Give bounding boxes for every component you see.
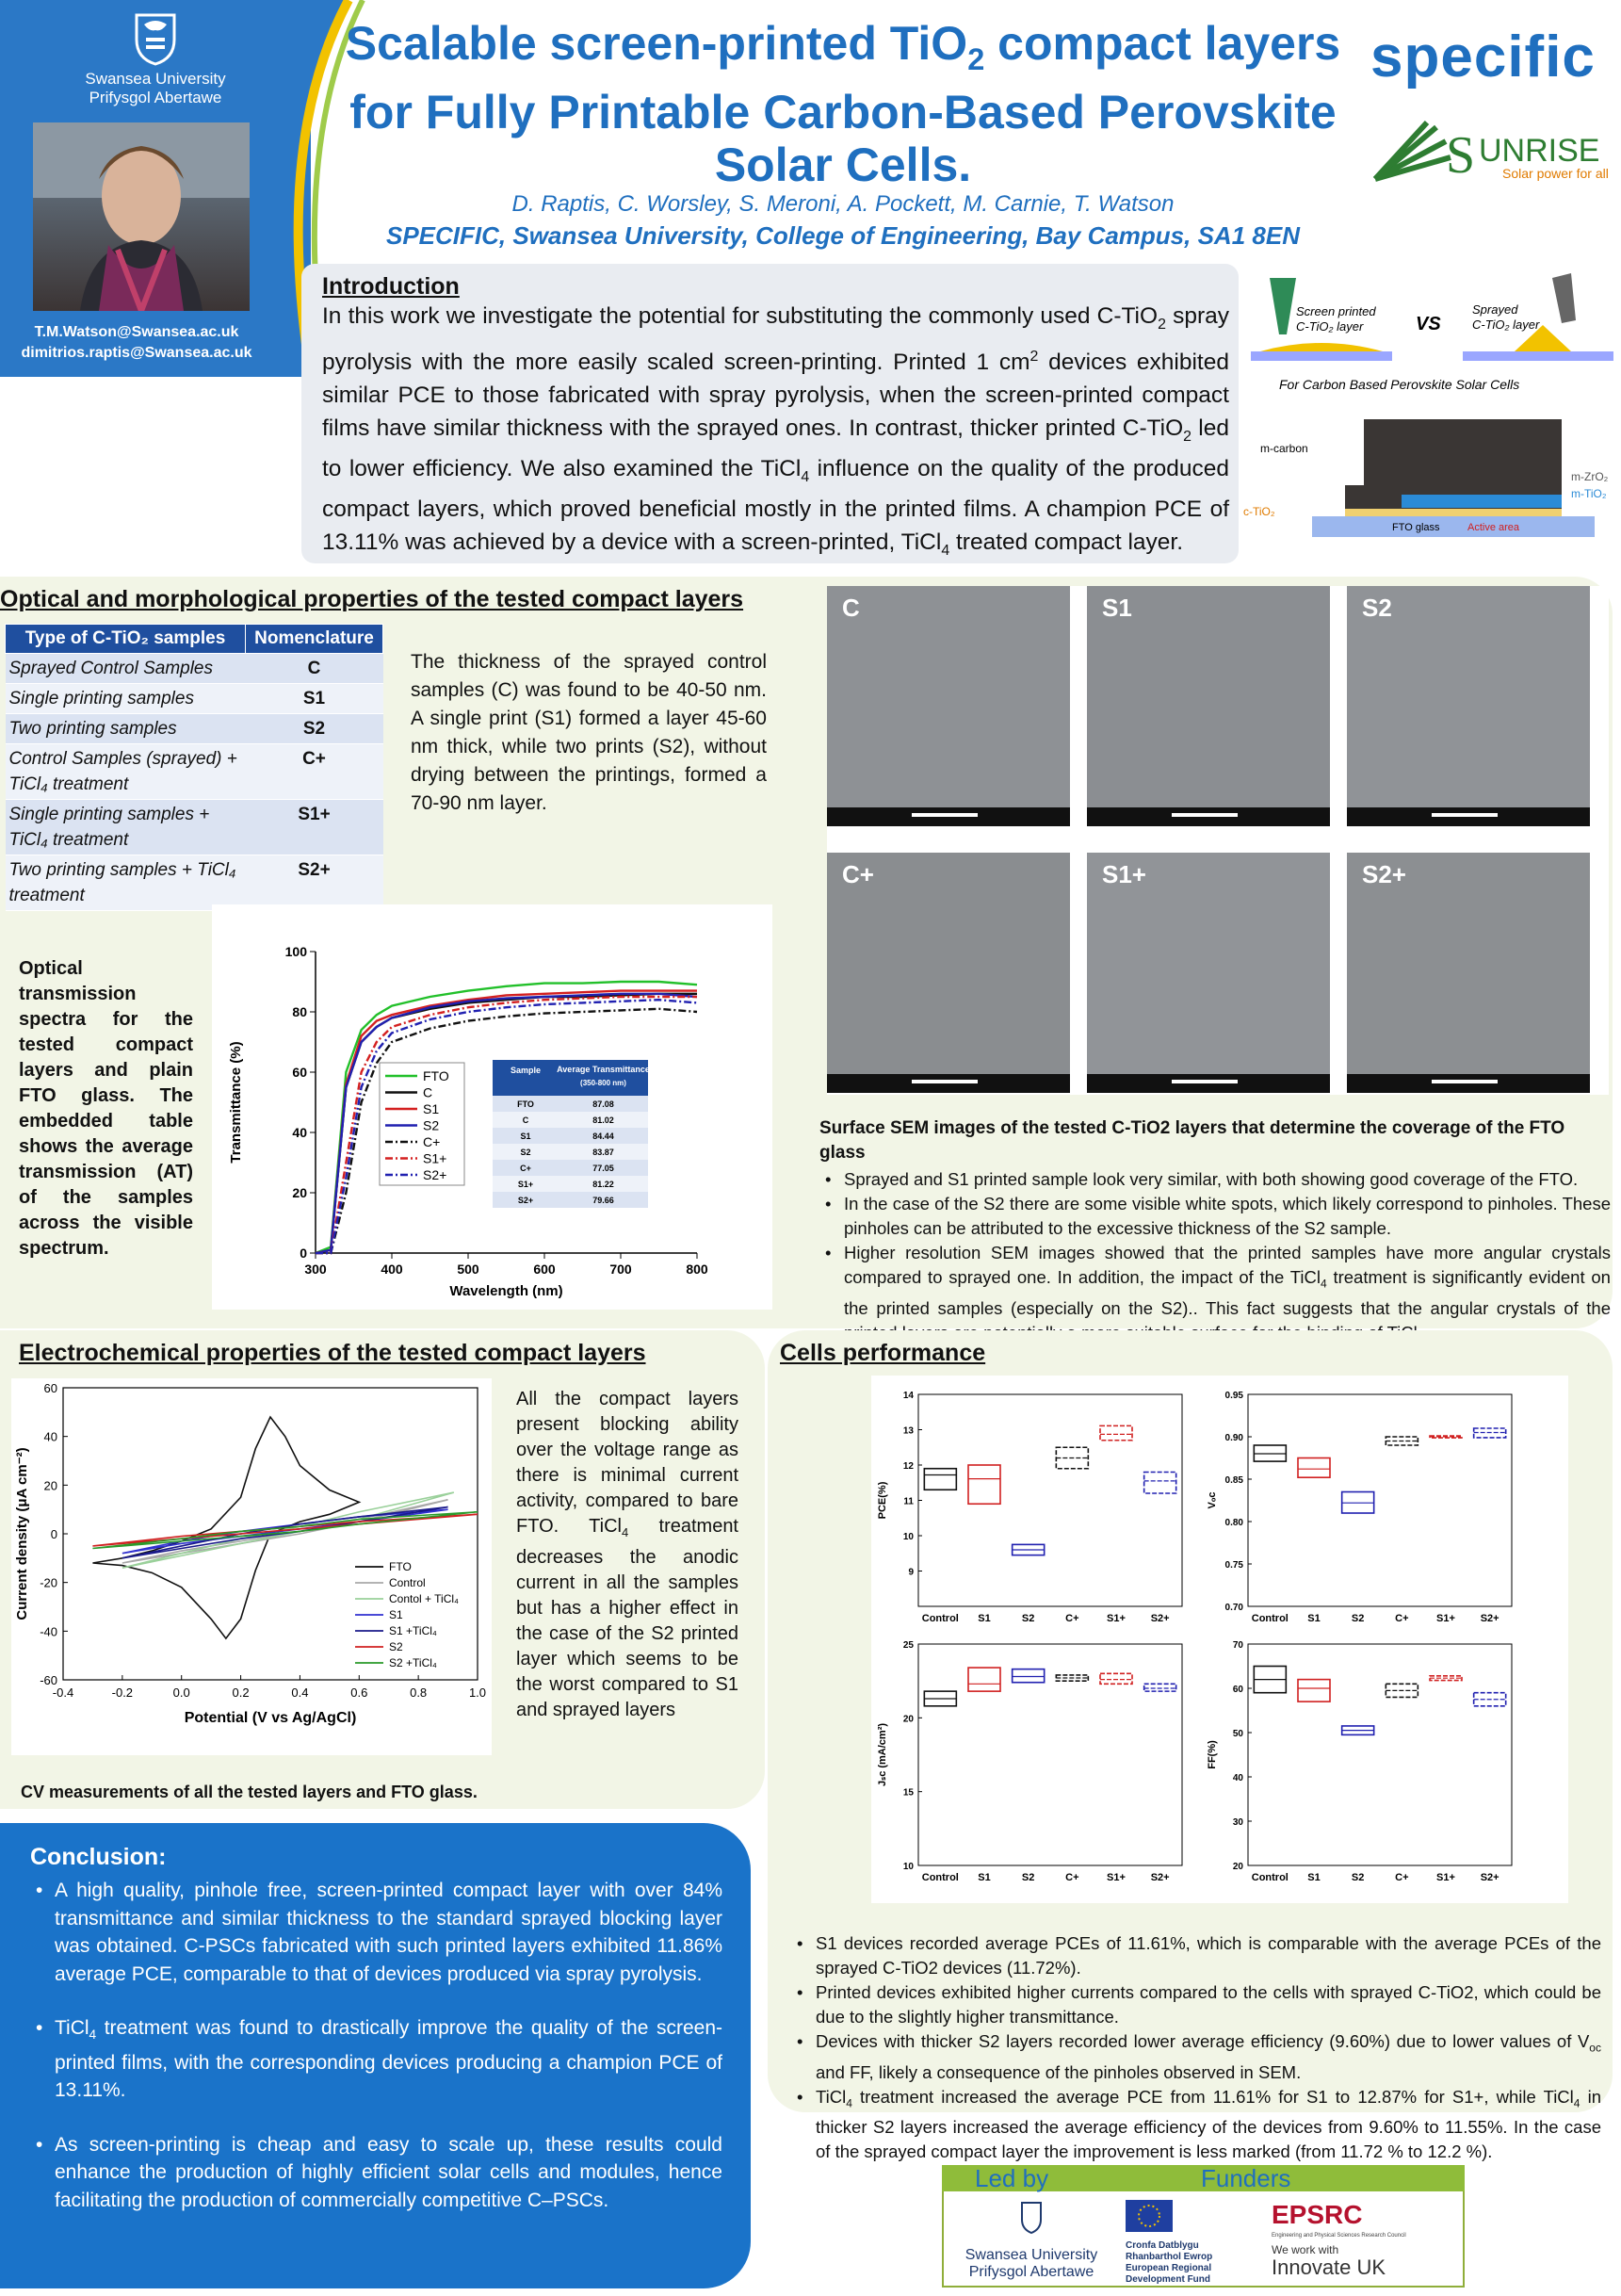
svg-text:UNRISE: UNRISE bbox=[1479, 133, 1600, 169]
svg-text:m-TiO₂: m-TiO₂ bbox=[1571, 487, 1607, 500]
sunrise-rays-icon bbox=[1375, 122, 1451, 179]
svg-text:Engineering and Physical Scien: Engineering and Physical Sciences Research Council bbox=[1272, 2233, 1406, 2239]
box-s1 bbox=[1298, 1458, 1330, 1478]
embedded-table-cell: 81.02 bbox=[592, 1115, 614, 1125]
x-tick-label: S1 bbox=[1307, 1872, 1321, 1883]
sem-image-label: S2 bbox=[1362, 594, 1392, 622]
x-tick-label: S2 bbox=[1351, 1613, 1365, 1624]
sem-image bbox=[1347, 586, 1590, 826]
table-cell: S2+ bbox=[246, 855, 383, 911]
legend-label: FTO bbox=[389, 1560, 412, 1573]
author-photo bbox=[33, 122, 250, 311]
legend-label: S2 bbox=[389, 1640, 403, 1653]
box-panel-frame bbox=[918, 1394, 1182, 1606]
legend-label: FTO bbox=[423, 1068, 449, 1083]
x-tick-label: 600 bbox=[533, 1262, 556, 1277]
svg-text:Prifysgol Abertawe: Prifysgol Abertawe bbox=[968, 2264, 1094, 2280]
list-item: • Printed devices exhibited higher currents compared to the cells with sprayed C-TiO2, which could be due to the slightly higher transmittance. bbox=[791, 1980, 1601, 2029]
y-tick-label: 50 bbox=[1232, 1729, 1243, 1739]
sem-image-label: S1 bbox=[1102, 594, 1132, 622]
y-tick-label: 20 bbox=[1232, 1862, 1243, 1872]
legend-label: Contol + TiCl₄ bbox=[389, 1592, 459, 1605]
embedded-table-row bbox=[493, 1144, 648, 1160]
x-tick-label: C+ bbox=[1065, 1613, 1079, 1624]
y-tick-label: 15 bbox=[902, 1787, 914, 1799]
table-cell: Two printing samples bbox=[6, 714, 246, 744]
y-tick-label: 80 bbox=[292, 1004, 307, 1019]
y-tick-label: 12 bbox=[902, 1461, 914, 1472]
box-s1 bbox=[968, 1465, 1000, 1504]
svg-text:m-carbon: m-carbon bbox=[1260, 442, 1308, 455]
svg-text:For Carbon Based Perovskite So: For Carbon Based Perovskite Solar Cells bbox=[1279, 377, 1520, 392]
epsrc-innovate-logo bbox=[1267, 2195, 1460, 2285]
box-panel-frame bbox=[1248, 1394, 1512, 1606]
sem-image bbox=[827, 853, 1070, 1093]
introduction-text: In this work we investigate the potential for substituting the commonly used C-TiO$_2$ spray pyrolysis with the more easily scaled screen-printing. Printed 1 $cm^2$ devices exhibited similar PCE to those fabricated with spray pyrolysis, when the screen-printed compact films have similar thickness with the sprayed ones. In contrast, thicker printed C-TiO$_2$ led to lower efficiency. We also examined the TiCl$_4$ influence on the quality of the produced compact layers, which proved beneficial mostly in the printed films. A champion PCE of 13.11% was achieved by a device with a screen-printed, TiCl$_4$ treated compact layer. bbox=[322, 303, 1229, 559]
list-item: • TiCl$_4$ treatment increased the average PCE from 11.61% for S1 to 12.87% for S1+, while TiCl$_4$ in thicker S2 layers increased the average efficiency of the devices from 9.60% to 11.55%. In the case of the sprayed compact layer the improvement is less marked (from 11.72 % to 12.2 %). bbox=[791, 2085, 1601, 2165]
x-tick-label: Control bbox=[1251, 1613, 1289, 1624]
introduction-heading: Introduction bbox=[322, 273, 460, 300]
x-tick-label: Control bbox=[1251, 1872, 1289, 1883]
conclusion-box bbox=[0, 1823, 751, 2288]
embedded-table-cell: 87.08 bbox=[592, 1099, 614, 1109]
y-tick-label: 0.80 bbox=[1224, 1518, 1243, 1528]
x-tick-label: S2+ bbox=[1150, 1613, 1170, 1624]
x-tick-label: S2+ bbox=[1480, 1872, 1499, 1883]
svg-text:EPSRC: EPSRC bbox=[1272, 2200, 1363, 2229]
embedded-table-row bbox=[493, 1176, 648, 1192]
embedded-table-cell: S2 bbox=[520, 1148, 531, 1157]
table-cell: C bbox=[246, 654, 383, 684]
x-axis-label: Wavelength (nm) bbox=[449, 1283, 563, 1299]
embedded-table-header-cell: (350-800 nm) bbox=[580, 1079, 626, 1087]
sem-image bbox=[1087, 586, 1330, 826]
y-tick-label: 60 bbox=[292, 1065, 307, 1080]
x-tick-label: S2 bbox=[1021, 1872, 1035, 1883]
y-tick-label: 0 bbox=[300, 1246, 307, 1261]
embedded-table-row bbox=[493, 1128, 648, 1144]
transmittance-chart bbox=[212, 904, 772, 1310]
y-tick-label: 11 bbox=[903, 1496, 914, 1507]
svg-text:Cronfa Datblygu: Cronfa Datblygu bbox=[1126, 2240, 1199, 2251]
column-header-nomenclature: Nomenclature bbox=[246, 625, 383, 654]
sem-image bbox=[1087, 853, 1330, 1093]
box-s1-plus bbox=[1100, 1425, 1132, 1440]
list-item: • S1 devices recorded average PCEs of 11.61%, which is comparable with the average PCEs of the sprayed C-TiO2 devices (11.72%). bbox=[791, 1931, 1601, 1980]
y-tick-label: -20 bbox=[40, 1575, 57, 1590]
x-tick-label: S1+ bbox=[1436, 1613, 1455, 1624]
table-cell: Two printing samples + TiCl₄ treatment bbox=[6, 855, 246, 911]
x-tick-label: 500 bbox=[457, 1262, 479, 1277]
legend-label: C+ bbox=[423, 1134, 441, 1149]
legend-label: S1+ bbox=[423, 1150, 447, 1166]
embedded-table-row bbox=[493, 1192, 648, 1208]
y-tick-label: 60 bbox=[43, 1381, 57, 1395]
x-axis-label: Potential (V vs Ag/AgCl) bbox=[184, 1710, 357, 1726]
cells-section-title: Cells performance bbox=[780, 1340, 986, 1366]
legend-label: S1 +TiCl₄ bbox=[389, 1624, 437, 1637]
cells-findings bbox=[791, 1931, 1601, 2164]
box-control bbox=[924, 1469, 956, 1490]
legend-label: S1 bbox=[389, 1608, 403, 1621]
y-tick-label: 60 bbox=[1232, 1685, 1243, 1695]
sem-caption bbox=[819, 1116, 1611, 1351]
x-tick-label: 0.8 bbox=[410, 1685, 428, 1700]
swansea-university-logo bbox=[52, 11, 259, 107]
table-row bbox=[6, 855, 383, 911]
table-cell: S2 bbox=[246, 714, 383, 744]
svg-text:Swansea University: Swansea University bbox=[964, 2247, 1098, 2263]
poster-title: Scalable screen-printed TiO$_2$ compact layers for Fully Printable Carbon-Based Perovskite Solar Cells. bbox=[345, 17, 1341, 191]
x-tick-label: S2 bbox=[1351, 1872, 1365, 1883]
box-s1 bbox=[1298, 1680, 1330, 1702]
x-tick-label: C+ bbox=[1395, 1613, 1409, 1624]
box-s2-plus bbox=[1144, 1473, 1176, 1494]
x-tick-label: -0.2 bbox=[111, 1685, 134, 1700]
box-s1 bbox=[968, 1668, 1000, 1691]
y-tick-label: 20 bbox=[902, 1714, 914, 1725]
cv-chart bbox=[11, 1378, 492, 1755]
funders-label: Funders bbox=[1201, 2164, 1291, 2192]
sample-nomenclature-table bbox=[5, 624, 383, 911]
svg-text:Solar power for all: Solar power for all bbox=[1502, 166, 1609, 181]
x-tick-label: S1 bbox=[978, 1613, 991, 1624]
x-tick-label: C+ bbox=[1065, 1872, 1079, 1883]
y-tick-label: 20 bbox=[292, 1185, 307, 1200]
box-panel-frame bbox=[1248, 1644, 1512, 1865]
y-tick-label: 40 bbox=[43, 1429, 57, 1444]
svg-text:c-TiO₂: c-TiO₂ bbox=[1243, 505, 1275, 518]
sem-image-label: C bbox=[842, 594, 860, 622]
eu-erdf-logo bbox=[1116, 2195, 1267, 2285]
electrochem-section-title: Electrochemical properties of the tested compact layers bbox=[19, 1340, 646, 1366]
y-tick-label: 0.70 bbox=[1224, 1603, 1243, 1613]
box-s1-plus bbox=[1100, 1673, 1132, 1684]
y-tick-label: 14 bbox=[902, 1391, 914, 1401]
embedded-table-cell: S1+ bbox=[517, 1180, 534, 1189]
y-tick-label: 0.95 bbox=[1224, 1391, 1243, 1401]
embedded-table-row bbox=[493, 1112, 648, 1128]
introduction-box bbox=[301, 264, 1239, 563]
list-item: • Devices with thicker S2 layers recorded lower average efficiency (9.60%) due to lower values of $V_{oc}$ and FF, likely a consequence of the pinholes observed in SEM. bbox=[791, 2029, 1601, 2085]
affiliation: SPECIFIC, Swansea University, College of Engineering, Bay Campus, SA1 8EN bbox=[386, 221, 1300, 250]
x-tick-label: S1 bbox=[978, 1872, 991, 1883]
y-tick-label: 0.75 bbox=[1224, 1560, 1243, 1571]
table-row bbox=[6, 744, 383, 800]
sem-caption-heading: Surface SEM images of the tested C-TiO2 layers that determine the coverage of the FTO glass bbox=[819, 1118, 1565, 1163]
box-s2 bbox=[1013, 1669, 1045, 1683]
y-tick-label: 30 bbox=[1232, 1817, 1243, 1828]
y-tick-label: 0.90 bbox=[1224, 1433, 1243, 1443]
y-tick-label: 25 bbox=[902, 1640, 914, 1651]
svg-text:Sprayed: Sprayed bbox=[1472, 302, 1518, 317]
x-tick-label: 0.6 bbox=[350, 1685, 368, 1700]
x-tick-label: S1 bbox=[1307, 1613, 1321, 1624]
transmission-caption: Optical transmission spectra for the tested compact layers and plain FTO glass. The embedded table shows the average transmission (AT) of the samples across the visible spectrum. bbox=[19, 958, 193, 1259]
embedded-table-cell: 84.44 bbox=[592, 1132, 614, 1141]
list-item: • TiCl$_4$ treatment was found to drastically improve the quality of the screen-printed films, with the corresponding devices producing a champion PCE of 13.11%. bbox=[30, 2014, 722, 2105]
x-tick-label: S1+ bbox=[1107, 1613, 1126, 1624]
embedded-table-row bbox=[493, 1160, 648, 1176]
y-axis-label: PCE(%) bbox=[877, 1481, 888, 1520]
svg-text:Active area: Active area bbox=[1467, 522, 1520, 533]
y-axis-label: Current density (μA cm⁻²) bbox=[14, 1447, 30, 1620]
svg-text:Development Fund: Development Fund bbox=[1126, 2274, 1211, 2285]
y-tick-label: 20 bbox=[43, 1478, 57, 1493]
specific-logo: specific bbox=[1370, 24, 1596, 90]
svg-text:Innovate UK: Innovate UK bbox=[1272, 2255, 1386, 2279]
embedded-table-cell: S2+ bbox=[517, 1196, 534, 1205]
svg-text:We work with: We work with bbox=[1272, 2243, 1339, 2256]
optical-section-title: Optical and morphological properties of the tested compact layers bbox=[0, 586, 744, 612]
device-architecture-figure bbox=[1241, 269, 1618, 561]
x-tick-label: S1+ bbox=[1436, 1872, 1455, 1883]
table-cell: S1 bbox=[246, 684, 383, 714]
table-row bbox=[6, 714, 383, 744]
list-item: • As screen-printing is cheap and easy to scale up, these results could enhance the production of highly efficient solar cells and modules, hence facilitating the production of commercially competitive C–PSCs. bbox=[30, 2131, 722, 2215]
y-tick-label: 9 bbox=[908, 1567, 914, 1578]
embedded-table-cell: S1 bbox=[520, 1132, 531, 1141]
sem-images-grid bbox=[827, 586, 1609, 1095]
table-cell: C+ bbox=[246, 744, 383, 800]
sem-image bbox=[1347, 853, 1590, 1093]
scale-bar bbox=[1087, 807, 1330, 826]
box-s2-plus bbox=[1144, 1684, 1176, 1691]
svg-text:VS: VS bbox=[1416, 314, 1441, 334]
cv-caption: CV measurements of all the tested layers and FTO glass. bbox=[21, 1783, 478, 1801]
x-tick-label: 800 bbox=[686, 1262, 708, 1277]
x-tick-label: 0.2 bbox=[232, 1685, 250, 1700]
embedded-table-header-cell: Sample bbox=[510, 1066, 542, 1075]
table-cell: Single printing samples bbox=[6, 684, 246, 714]
embedded-table-cell: C+ bbox=[520, 1164, 531, 1173]
list-item: • In the case of the S2 there are some visible white spots, which likely correspond to pinholes. These pinholes can be attributed to the excessive thickness of the S2 sample. bbox=[819, 1192, 1611, 1241]
y-tick-label: 40 bbox=[1232, 1773, 1243, 1783]
column-header-type: Type of C-TiO₂ samples bbox=[6, 625, 246, 654]
y-tick-label: -40 bbox=[40, 1624, 57, 1639]
embedded-table-row bbox=[493, 1096, 648, 1112]
y-axis-label: Jₛc (mA/cm²) bbox=[877, 1722, 888, 1787]
list-item: • Sprayed and S1 printed sample look very similar, with both showing good coverage of the FTO. bbox=[819, 1167, 1611, 1192]
svg-text:Screen printed: Screen printed bbox=[1296, 304, 1376, 318]
embedded-table-cell: 81.22 bbox=[592, 1180, 614, 1189]
box-panel-frame bbox=[918, 1644, 1182, 1865]
email-link[interactable]: dimitrios.raptis@Swansea.ac.uk bbox=[21, 345, 252, 361]
legend-label: Control bbox=[389, 1576, 426, 1589]
svg-text:Rhanbarthol Ewrop: Rhanbarthol Ewrop bbox=[1126, 2252, 1213, 2262]
scale-bar bbox=[827, 807, 1070, 826]
table-row bbox=[6, 800, 383, 855]
scale-bar bbox=[1347, 1074, 1590, 1093]
legend-label: C bbox=[423, 1084, 433, 1100]
sunrise-logo bbox=[1370, 118, 1615, 184]
legend-label: S2 bbox=[423, 1117, 440, 1133]
list-item: • A high quality, pinhole free, screen-printed compact layer with over 84% transmittance and similar thickness to the standard sprayed blocking layer was obtained. C-PSCs fabricated with such printed layers exhibited 11.86% average PCE, comparable to that of devices produced via spray pyrolysis. bbox=[30, 1877, 722, 1988]
embedded-table-cell: FTO bbox=[517, 1099, 534, 1109]
y-tick-label: 70 bbox=[1232, 1640, 1243, 1651]
legend-label: S1 bbox=[423, 1101, 440, 1116]
y-axis-label: Transmittance (%) bbox=[228, 1041, 244, 1164]
table-cell: Sprayed Control Samples bbox=[6, 654, 246, 684]
contact-emails bbox=[9, 322, 264, 364]
sem-image-label: S2+ bbox=[1362, 860, 1406, 888]
x-tick-label: S2+ bbox=[1480, 1613, 1499, 1624]
cells-boxplot-chart bbox=[871, 1376, 1568, 1903]
embedded-table-cell: 77.05 bbox=[592, 1164, 614, 1173]
conclusion-heading: Conclusion: bbox=[30, 1844, 167, 1870]
electrochem-description: All the compact layers present blocking ability over the voltage range as there is minimal current activity, compared to bare FTO. TiCl$_4$ treatment decreases the anodic current in all the samples but has a higher effect in the case of the S2 printed layer which seems to be the worst compared to S1 and sprayed layers bbox=[516, 1389, 738, 1720]
x-tick-label: Control bbox=[921, 1872, 959, 1883]
svg-text:S: S bbox=[1446, 126, 1476, 184]
sem-image-label: S1+ bbox=[1102, 860, 1146, 888]
table-cell: Single printing samples + TiCl₄ treatment bbox=[6, 800, 246, 855]
x-tick-label: 0.4 bbox=[291, 1685, 309, 1700]
x-tick-label: 700 bbox=[609, 1262, 632, 1277]
x-tick-label: 400 bbox=[381, 1262, 403, 1277]
table-cell: S1+ bbox=[246, 800, 383, 855]
y-tick-label: -60 bbox=[40, 1673, 57, 1687]
legend-box bbox=[380, 1063, 464, 1185]
table-row bbox=[6, 684, 383, 714]
embedded-table-header-cell: Average Transmittance bbox=[557, 1065, 650, 1074]
x-tick-label: 0.0 bbox=[172, 1685, 190, 1700]
legend-label: S2 +TiCl₄ bbox=[389, 1656, 437, 1669]
y-tick-label: 13 bbox=[902, 1425, 914, 1437]
svg-text:C-TiO₂ layer: C-TiO₂ layer bbox=[1472, 318, 1540, 332]
x-tick-label: C+ bbox=[1395, 1872, 1409, 1883]
embedded-table-cell: 79.66 bbox=[592, 1196, 614, 1205]
y-tick-label: 10 bbox=[902, 1862, 914, 1872]
svg-text:C-TiO₂ layer: C-TiO₂ layer bbox=[1296, 319, 1364, 334]
y-axis-label: Vₒc bbox=[1207, 1491, 1218, 1509]
university-crest-icon bbox=[133, 11, 178, 66]
y-tick-label: 0.85 bbox=[1224, 1475, 1243, 1486]
cv-curve bbox=[92, 1514, 478, 1546]
embedded-table-cell: 83.87 bbox=[592, 1148, 614, 1157]
university-name-welsh: Prifysgol Abertawe bbox=[89, 89, 222, 106]
y-tick-label: 0 bbox=[50, 1527, 57, 1541]
svg-text:m-ZrO₂: m-ZrO₂ bbox=[1571, 470, 1609, 483]
embedded-table-cell: C bbox=[522, 1115, 529, 1125]
x-tick-label: S2 bbox=[1021, 1613, 1035, 1624]
authors: D. Raptis, C. Worsley, S. Meroni, A. Pockett, M. Carnie, T. Watson bbox=[511, 191, 1175, 217]
list-item: • Higher resolution SEM images showed that the printed samples have more angular crystals compared to sprayed one. In addition, the impact of the TiCl$_4$ treatment is significantly evident on the printed samples (especially on the S2).. This fact suggests that the angular crystals of the bbox=[819, 1241, 1611, 1351]
email-link[interactable]: T.M.Watson@Swansea.ac.uk bbox=[34, 324, 239, 340]
sem-image-label: C+ bbox=[842, 860, 874, 888]
x-tick-label: 1.0 bbox=[468, 1685, 487, 1700]
svg-text:FTO glass: FTO glass bbox=[1392, 522, 1440, 533]
x-tick-label: -0.4 bbox=[52, 1685, 74, 1700]
x-tick-label: 300 bbox=[304, 1262, 327, 1277]
x-tick-label: S1+ bbox=[1107, 1872, 1126, 1883]
svg-text:European Regional: European Regional bbox=[1126, 2263, 1212, 2273]
y-tick-label: 10 bbox=[902, 1532, 914, 1542]
scale-bar bbox=[827, 1074, 1070, 1093]
y-axis-label: FF(%) bbox=[1207, 1740, 1218, 1769]
x-tick-label: S2+ bbox=[1150, 1872, 1170, 1883]
scale-bar bbox=[1347, 807, 1590, 826]
y-tick-label: 100 bbox=[284, 944, 307, 959]
led-by-label: Led by bbox=[975, 2164, 1049, 2192]
scale-bar bbox=[1087, 1074, 1330, 1093]
x-tick-label: Control bbox=[921, 1613, 959, 1624]
university-name: Swansea University bbox=[85, 70, 226, 88]
table-row bbox=[6, 654, 383, 684]
table-cell: Control Samples (sprayed) + TiCl₄ treatment bbox=[6, 744, 246, 800]
legend-label: S2+ bbox=[423, 1167, 447, 1182]
swansea-logo-small bbox=[947, 2195, 1116, 2285]
sem-image bbox=[827, 586, 1070, 826]
crest-icon bbox=[1022, 2203, 1041, 2233]
y-tick-label: 40 bbox=[292, 1125, 307, 1140]
thickness-description: The thickness of the sprayed control samples (C) was found to be 40-50 nm. A single print (S1) formed a layer 45-60 nm thick, while two prints (S2), without drying between the printings, formed a 70-90 nm layer. bbox=[411, 651, 767, 814]
